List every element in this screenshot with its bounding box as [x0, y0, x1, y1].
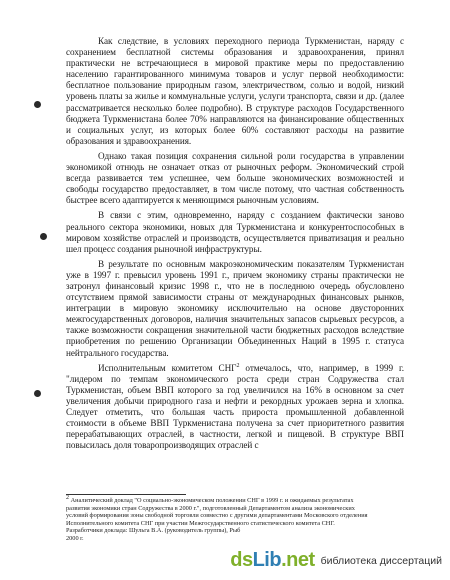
paragraph: Как следствие, в условиях переходного периода Туркменистан, наряду с сохранением бесплатной системы образования и здравоохранения, принял практически не встречающиеся в мировой практике меры по предоставлению населению гарантированного минимума товаров и услуг первой необходимости: бесплатное пользование природным газом, электричеством, солью и водой, низкий уровень платы за жилье и коммунальные услуги, услуги транспорта, связи и др. (далее рассматривается несколько более подробно). В структуре расходов Государственного бюджета Туркменистана более 70% направляются на финансирование общественных и социальных услуг, из которых более 60% составляют расходы на развитие образования и здравоохранения. [66, 36, 404, 146]
footnote-line: 2000 г. [66, 534, 84, 542]
body-text [66, 36, 404, 451]
footnote-line: Исполнительного комитета СНГ при участии Межгосударственного статистического комитета СНГ. [66, 519, 335, 527]
watermark-caption: библиотека диссертаций [320, 554, 442, 567]
footnote-marker: 2 [66, 494, 69, 501]
footnote-line: $^2$ Аналитический доклад "О социально-экономическом положении СНГ в 1999 г. и ожидаемых результатах [66, 494, 354, 504]
paragraph: В результате по основным макроэкономическим показателям Туркменистан уже в 1997 г. превысил уровень 1991 г., причем экономику страны практически не затронул финансовый кризис 1998 г., что не в последнюю очередь обусловлено отсутствием прямой зависимости страны от международных финансовых рынков, интеграции в мировую экономику исключительно на основе двусторонних межгосударственных договоров, наличия значительных запасов сырьевых ресурсов, а также возможности сокращения значительной части бюджетных расходов вследствие приобретения по решению Организации Объединенных Наций в 1995 г. статуса нейтрального государства. [66, 258, 404, 358]
footnote-divider [66, 494, 186, 495]
margin-dot [34, 101, 41, 108]
paragraph: Однако такая позиция сохранения сильной роли государства в управлении экономикой отнюдь не означает отказ от рыночных реформ. Экономический строй всегда развивается тем успешнее, чем больше экономических возможностей и свободы государство предоставляет, в том числе потому, что частная собственность быстрее всего адаптируется к меняющимся рыночным условиям. [66, 150, 404, 206]
margin-dot [34, 390, 41, 397]
paragraph [66, 363, 404, 452]
margin-dot [40, 233, 47, 240]
footnote [66, 494, 404, 543]
paragraph-text-end: отмечалось, что, например, в 1999 г. "лидером по темпам экономического роста среди стран Содружества стал Туркменистан, объем ВВП которого за год увеличился на 16% в основном за счет увеличения добычи природного газа и нефти и рекордных урожаев зерна и хлопка. Следует отметить, что большая часть прироста промышленной добавленной стоимости в объеме ВВП Туркменистана получена за счет приоритетного развития перерабатывающих отраслей, в частности, легкой и пищевой. В структуре ВВП повысилась доля товаропроизводящих отраслей с [66, 362, 404, 451]
paragraph-text-start: Исполнительным комитетом СНГ [98, 362, 237, 373]
footnote-line: Разработчики доклада: Шульга В.А. (руководитель группы), Рыб [66, 527, 241, 535]
footnote-line: условий формирования зоны свободной торговли совместно с другими департаментами Московского отделения [66, 512, 368, 520]
watermark[interactable] [230, 549, 442, 572]
dslib-logo: dsLib.net [230, 549, 315, 571]
footnote-line: развития экономики стран Содружества в 2000 г.", подготовленный Департаментом анализа экономических [66, 504, 355, 512]
footnote-reference: 2 [236, 362, 240, 369]
paragraph: В связи с этим, одновременно, наряду с созданием фактически заново реального сектора экономики, новых для Туркменистана и конкурентоспособных в мировом хозяйстве отраслей и производств, осуществляется приватизация и реально шел процесс создания рыночной инфраструктуры. [66, 210, 404, 254]
